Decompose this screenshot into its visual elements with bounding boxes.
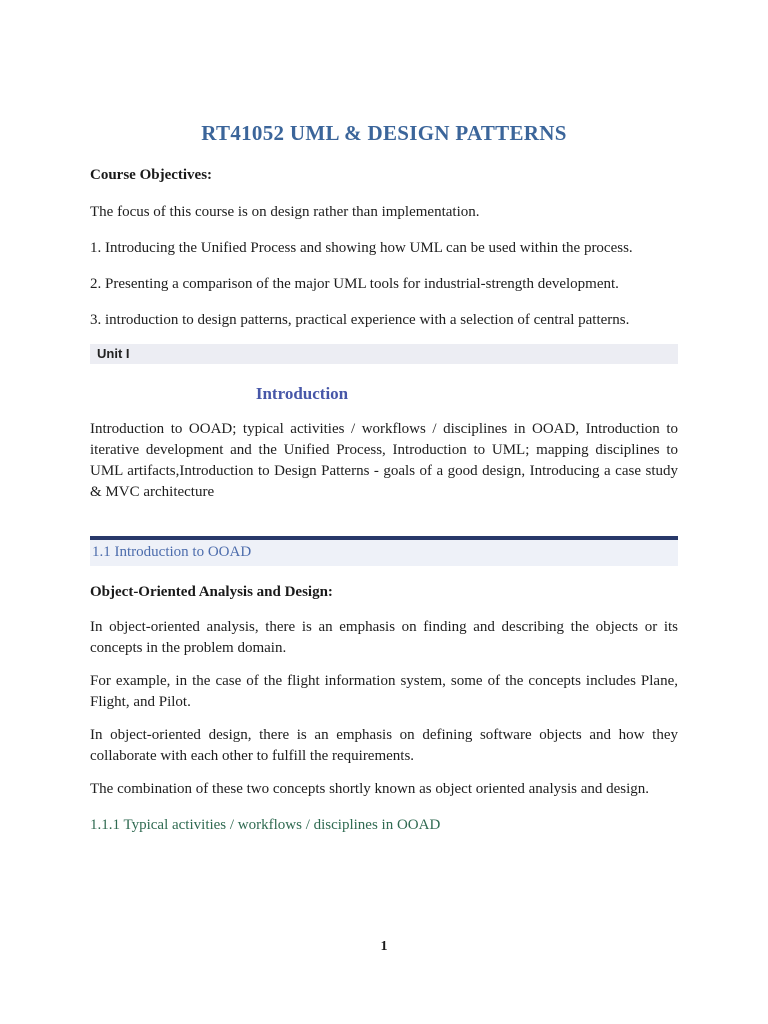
paragraph-combination: The combination of these two concepts shortly known as object oriented analysis and design. — [90, 781, 650, 797]
page-number: 1 — [380, 939, 388, 954]
course-objectives-heading: Course Objectives: — [90, 167, 213, 183]
unit-syllabus-paragraph: Introduction to OOAD; typical activities / workflows / disciplines in OOAD, Introduction to iterative development and the Unified Process, Introduction to UML; mapping disciplines to UML artifacts,Introduction to Design Patterns - goals of a good design, Introducing a case study & MVC architecture — [90, 421, 678, 500]
subsection-1-1-1-heading: 1.1.1 Typical activities / workflows / disciplines in OOAD — [90, 817, 441, 833]
course-objectives-lead: The focus of this course is on design rather than implementation. — [90, 204, 480, 220]
objective-item-1: 1. Introducing the Unified Process and showing how UML can be used within the process. — [90, 240, 633, 256]
objective-item-3: 3. introduction to design patterns, practical experience with a selection of central patterns. — [90, 312, 630, 328]
ooad-subheading: Object-Oriented Analysis and Design: — [90, 584, 333, 600]
paragraph-example: For example, in the case of the flight information system, some of the concepts includes Plane, Flight, and Pilot. — [90, 673, 678, 710]
document-title: RT41052 UML & DESIGN PATTERNS — [201, 121, 567, 145]
section-1-1-heading: 1.1 Introduction to OOAD — [90, 536, 678, 566]
unit-banner: Unit I — [90, 344, 678, 364]
unit-introduction-heading: Introduction — [255, 384, 349, 403]
page-content — [0, 120, 768, 836]
paragraph-design: In object-oriented design, there is an emphasis on defining software objects and how they collaborate with each other to fulfill the requirements. — [90, 727, 678, 764]
paragraph-analysis: In object-oriented analysis, there is an emphasis on finding and describing the objects or its concepts in the problem domain. — [90, 619, 678, 656]
objective-item-2: 2. Presenting a comparison of the major UML tools for industrial-strength development. — [90, 276, 619, 292]
